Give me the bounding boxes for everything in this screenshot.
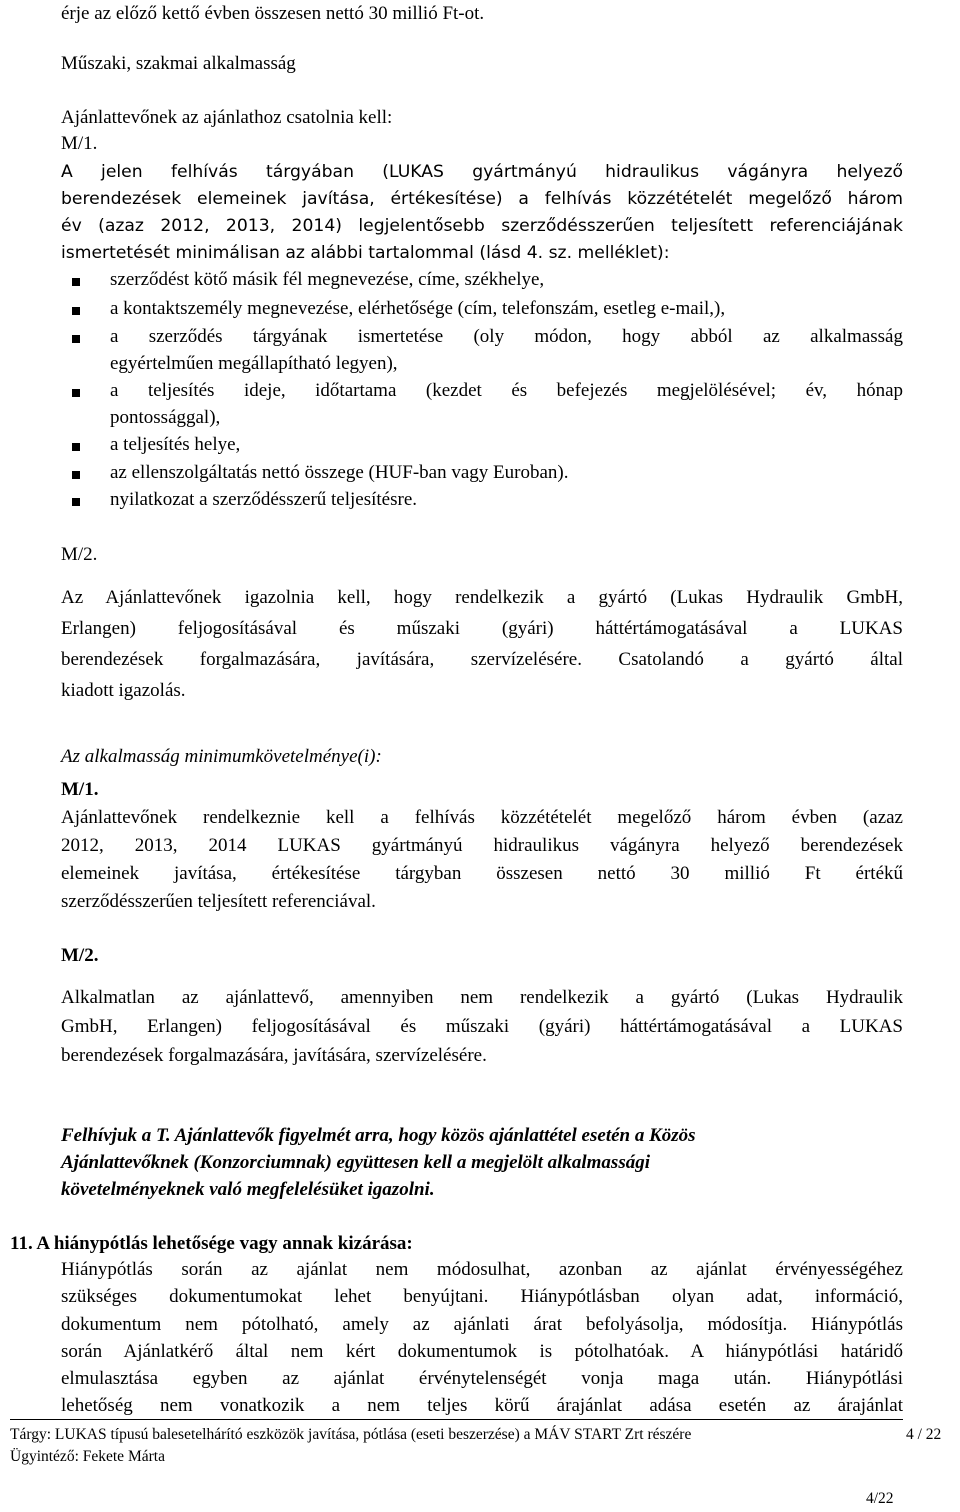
min-m1-text-line: Ajánlattevőnek rendelkeznie kell a felhívás közzétételét megelőző három évben (azaz xyxy=(61,807,903,828)
m2-text-line: Erlangen) feljogosításával és műszaki (gyári) háttértámogatásával a LUKAS xyxy=(61,618,903,639)
min-m1-label: M/1. xyxy=(61,779,99,800)
minimum-heading: Az alkalmasság minimumkövetelménye(i): xyxy=(61,746,382,767)
min-m1-text-line: elemeinek javítása, értékesítése tárgyban összesen nettó 30 millió Ft értékű xyxy=(61,863,903,884)
m1-text-line: berendezések elemeinek javítása, értékesítése) a felhívás közzétételét megelőző három xyxy=(61,189,903,209)
page-number-bottom: 4/22 xyxy=(866,1490,894,1507)
bullet-item-continued: egyértelműen megállapítható legyen), xyxy=(110,353,398,374)
section-11-text-line: elmulasztása egyben az ajánlat érvénytelenségét vonja maga után. Hiánypótlási xyxy=(61,1368,903,1389)
bullet-square-icon xyxy=(72,498,80,506)
footer-page-number: 4 / 22 xyxy=(906,1426,942,1443)
notice-line: követelményeknek való megfelelésüket igazolni. xyxy=(61,1179,435,1200)
bullet-item: a szerződés tárgyának ismertetése (oly módon, hogy abból az alkalmasság xyxy=(110,326,903,347)
footer-subject: Tárgy: LUKAS típusú balesetelhárító eszközök javítása, pótlása (eseti beszerzése) a MÁV START Zrt részére xyxy=(10,1426,692,1443)
m1-label: M/1. xyxy=(61,133,98,154)
bullet-item: nyilatkozat a szerződésszerű teljesítésre. xyxy=(110,489,418,510)
bullet-item: a kontaktszemély megnevezése, elérhetősége (cím, telefonszám, esetleg e-mail,), xyxy=(110,298,726,319)
bullet-square-icon xyxy=(72,278,80,286)
min-m2-text-line: GmbH, Erlangen) feljogosításával és műszaki (gyári) háttértámogatásával a LUKAS xyxy=(61,1016,903,1037)
min-m1-text-line: 2012, 2013, 2014 LUKAS gyártmányú hidraulikus vágányra helyező berendezések xyxy=(61,835,903,856)
m1-text-line: ismertetését minimálisan az alábbi tartalommal (lásd 4. sz. melléklet): xyxy=(61,243,670,263)
bullet-item: a teljesítés helye, xyxy=(110,434,241,455)
bullet-square-icon xyxy=(72,335,80,343)
min-m1-text-line: szerződésszerűen teljesített referenciával. xyxy=(61,891,376,912)
notice-line: Ajánlattevőknek (Konzorciumnak) együttesen kell a megjelölt alkalmassági xyxy=(61,1152,650,1173)
bullet-square-icon xyxy=(72,389,80,397)
min-m2-text-line: Alkalmatlan az ajánlattevő, amennyiben nem rendelkezik a gyártó (Lukas Hydraulik xyxy=(61,987,903,1008)
m2-label: M/2. xyxy=(61,544,98,565)
m2-text-line: berendezések forgalmazására, javítására, szervízelésére. Csatolandó a gyártó által xyxy=(61,649,903,670)
min-m2-label: M/2. xyxy=(61,945,99,966)
bullet-square-icon xyxy=(72,471,80,479)
min-m2-text-line: berendezések forgalmazására, javítására, szervízelésére. xyxy=(61,1045,487,1066)
m1-text-line: A jelen felhívás tárgyában (LUKAS gyártmányú hidraulikus vágányra helyező xyxy=(61,162,903,182)
section-11-text-line: lehetőség nem vonatkozik a nem teljes körű árajánlat adása esetén az árajánlat xyxy=(61,1395,903,1416)
m2-text-line: kiadott igazolás. xyxy=(61,680,186,701)
section-11-text-line: szükséges dokumentumokat lehet benyújtani. Hiánypótlásban olyan adat, információ, xyxy=(61,1286,903,1307)
section-heading: Műszaki, szakmai alkalmasság xyxy=(61,53,296,74)
intro-line: érje az előző kettő évben összesen nettó 30 millió Ft-ot. xyxy=(61,3,485,24)
bullet-item: a teljesítés ideje, időtartama (kezdet és befejezés megjelölésével; év, hónap xyxy=(110,380,903,401)
section-11-text-line: dokumentum nem pótolható, amely az ajánlati árat befolyásolja, módosítja. Hiánypótlás xyxy=(61,1314,903,1335)
bullet-square-icon xyxy=(72,443,80,451)
bullet-item: az ellenszolgáltatás nettó összege (HUF-ban vagy Euroban). xyxy=(110,462,569,483)
bullet-square-icon xyxy=(72,307,80,315)
m1-text-line: év (azaz 2012, 2013, 2014) legjelentősebb szerződésszerűen teljesített referenciájának xyxy=(61,216,903,236)
bullet-item: szerződést kötő másik fél megnevezése, címe, székhelye, xyxy=(110,269,545,290)
section-11-heading: 11. A hiánypótlás lehetősége vagy annak kizárása: xyxy=(10,1233,413,1254)
section-11-text-line: során Ajánlatkérő által nem kért dokumentumok is pótolhatóak. A hiánypótlási határidő xyxy=(61,1341,903,1362)
bullet-item-continued: pontossággal), xyxy=(110,407,221,428)
m2-text-line: Az Ajánlattevőnek igazolnia kell, hogy rendelkezik a gyártó (Lukas Hydraulik GmbH, xyxy=(61,587,903,608)
section-11-text-line: Hiánypótlás során az ajánlat nem módosulhat, azonban az ajánlat érvényességéhez xyxy=(61,1259,903,1280)
notice-line: Felhívjuk a T. Ajánlattevők figyelmét arra, hogy közös ajánlattétel esetén a Közös xyxy=(61,1125,696,1146)
footer-handler: Ügyintéző: Fekete Márta xyxy=(10,1448,165,1465)
intro-text: Ajánlattevőnek az ajánlathoz csatolnia kell: xyxy=(61,107,393,128)
footer-divider xyxy=(10,1419,903,1420)
